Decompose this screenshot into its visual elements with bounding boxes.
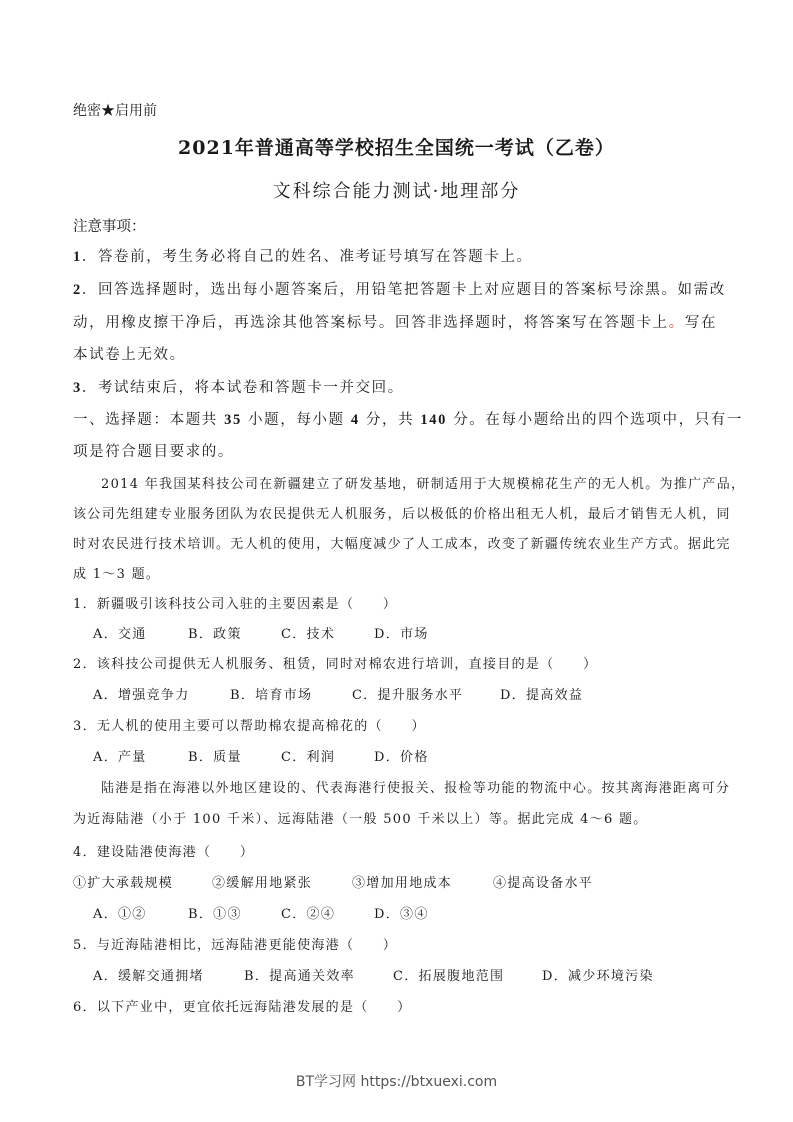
passage-1-line: 该公司先组建专业服务团队为农民提供无人机服务，后以极低的价格出租无人机，最后才销售无人机，同 [73, 507, 731, 522]
statement-2: ②缓解用地紧张 [212, 876, 313, 891]
option-c[interactable]: C．技术 [281, 627, 336, 642]
passage-1-line: 成 1～3 题。 [73, 567, 161, 582]
question-4-stem: 4．建设陆港使海港（ ） [73, 845, 255, 860]
notice-item-2-line3: 本试卷上无效。 [73, 347, 186, 363]
passage-2-line: 为近海陆港（小于 100 千米）、远海陆港（一般 500 千米以上）等。据此完成 4～6 题。 [73, 812, 648, 827]
option-c[interactable]: C．②④ [281, 907, 336, 922]
question-2-stem: 2．该科技公司提供无人机服务、租赁，同时对棉农进行培训，直接目的是（ ） [73, 657, 598, 672]
passage-1-line: 时对农民进行技术培训。无人机的使用，大幅度减少了人工成本，改变了新疆传统农业生产方式。据此完 [73, 537, 731, 552]
notice-text: ．答卷前，考生务必将自己的姓名、准考证号填写在答题卡上。 [81, 249, 533, 265]
section-text: 分。在每小题给出的四个选项中，只有一 [446, 412, 743, 428]
option-a[interactable]: A．产量 [93, 750, 147, 765]
notice-text: 写在 [684, 315, 718, 331]
notice-text: 动，用橡皮擦干净后，再选涂其他答案标号。回答非选择题时，将答案写在答题卡上 [73, 315, 669, 331]
notice-text: ．回答选择题时，选出每小题答案后，用铅笔把答题卡上对应题目的答案标号涂黑。如需改 [81, 282, 726, 298]
question-3-stem: 3．无人机的使用主要可以帮助棉农提高棉花的（ ） [73, 719, 426, 734]
option-b[interactable]: B．政策 [188, 627, 242, 642]
section-text: 分，共 [359, 412, 421, 428]
notice-item-2-line1 [73, 278, 726, 299]
notice-number: 3 [73, 380, 82, 396]
section-instructions [73, 408, 743, 429]
option-b[interactable]: B．质量 [188, 750, 242, 765]
option-c[interactable]: C．提升服务水平 [352, 688, 464, 703]
option-c[interactable]: C．拓展腹地范围 [393, 969, 505, 984]
option-d[interactable]: D．价格 [374, 750, 429, 765]
notice-item-3 [73, 376, 404, 397]
statement-1: ①扩大承载规模 [73, 876, 174, 891]
option-b[interactable]: B．提高通关效率 [244, 969, 355, 984]
section-text: 一、选择题：本题共 [73, 412, 225, 428]
exam-title: 2021年普通高等学校招生全国统一考试（乙卷） [178, 137, 615, 159]
notice-number: 2 [73, 282, 82, 298]
section-text: 小题，每小题 [241, 412, 351, 428]
notice-heading: 注意事项： [73, 219, 146, 235]
statement-4: ④提高设备水平 [493, 876, 594, 891]
red-dot-mark: 。 [668, 315, 685, 331]
option-a[interactable]: A．增强竞争力 [93, 688, 190, 703]
option-d[interactable]: D．市场 [374, 627, 429, 642]
footer-watermark[interactable]: BT学习网 https://btxuexi.com [295, 1074, 498, 1090]
notice-text: ．考试结束后，将本试卷和答题卡一并交回。 [81, 380, 404, 396]
option-b[interactable]: B．培育市场 [230, 688, 313, 703]
statement-3: ③增加用地成本 [352, 876, 453, 891]
option-a[interactable]: A．交通 [93, 627, 147, 642]
question-5-stem: 5．与近海陆港相比，远海陆港更能使海港（ ） [73, 938, 398, 953]
points-each: 4 [350, 412, 360, 428]
option-c[interactable]: C．利润 [281, 750, 336, 765]
passage-2-line: 陆港是指在海港以外地区建设的、代表海港行使报关、报检等功能的物流中心。按其离海港距离可分 [101, 781, 731, 796]
exam-subtitle: 文科综合能力测试·地理部分 [272, 181, 521, 202]
secret-mark: 绝密★启用前 [73, 103, 157, 119]
section-instructions-line2: 项是符合题目要求的。 [73, 444, 234, 460]
notice-number: 1 [73, 249, 82, 265]
question-1-stem: 1．新疆吸引该科技公司入驻的主要因素是（ ） [73, 597, 398, 612]
notice-item-2-line2 [73, 311, 717, 332]
question-count: 35 [224, 412, 242, 428]
option-a[interactable]: A．缓解交通拥堵 [93, 969, 204, 984]
option-d[interactable]: D．提高效益 [500, 688, 584, 703]
option-b[interactable]: B．①③ [188, 907, 242, 922]
option-d[interactable]: D．减少环境污染 [542, 969, 654, 984]
question-6-stem: 6．以下产业中，更宜依托远海陆港发展的是（ ） [73, 1000, 412, 1015]
passage-1-line: 2014 年我国某科技公司在新疆建立了研发基地，研制适用于大规模棉花生产的无人机。为推广产品， [101, 477, 746, 492]
option-a[interactable]: A．①② [93, 907, 147, 922]
option-d[interactable]: D．③④ [374, 907, 429, 922]
total-points: 140 [420, 412, 447, 428]
notice-item-1 [73, 245, 533, 266]
